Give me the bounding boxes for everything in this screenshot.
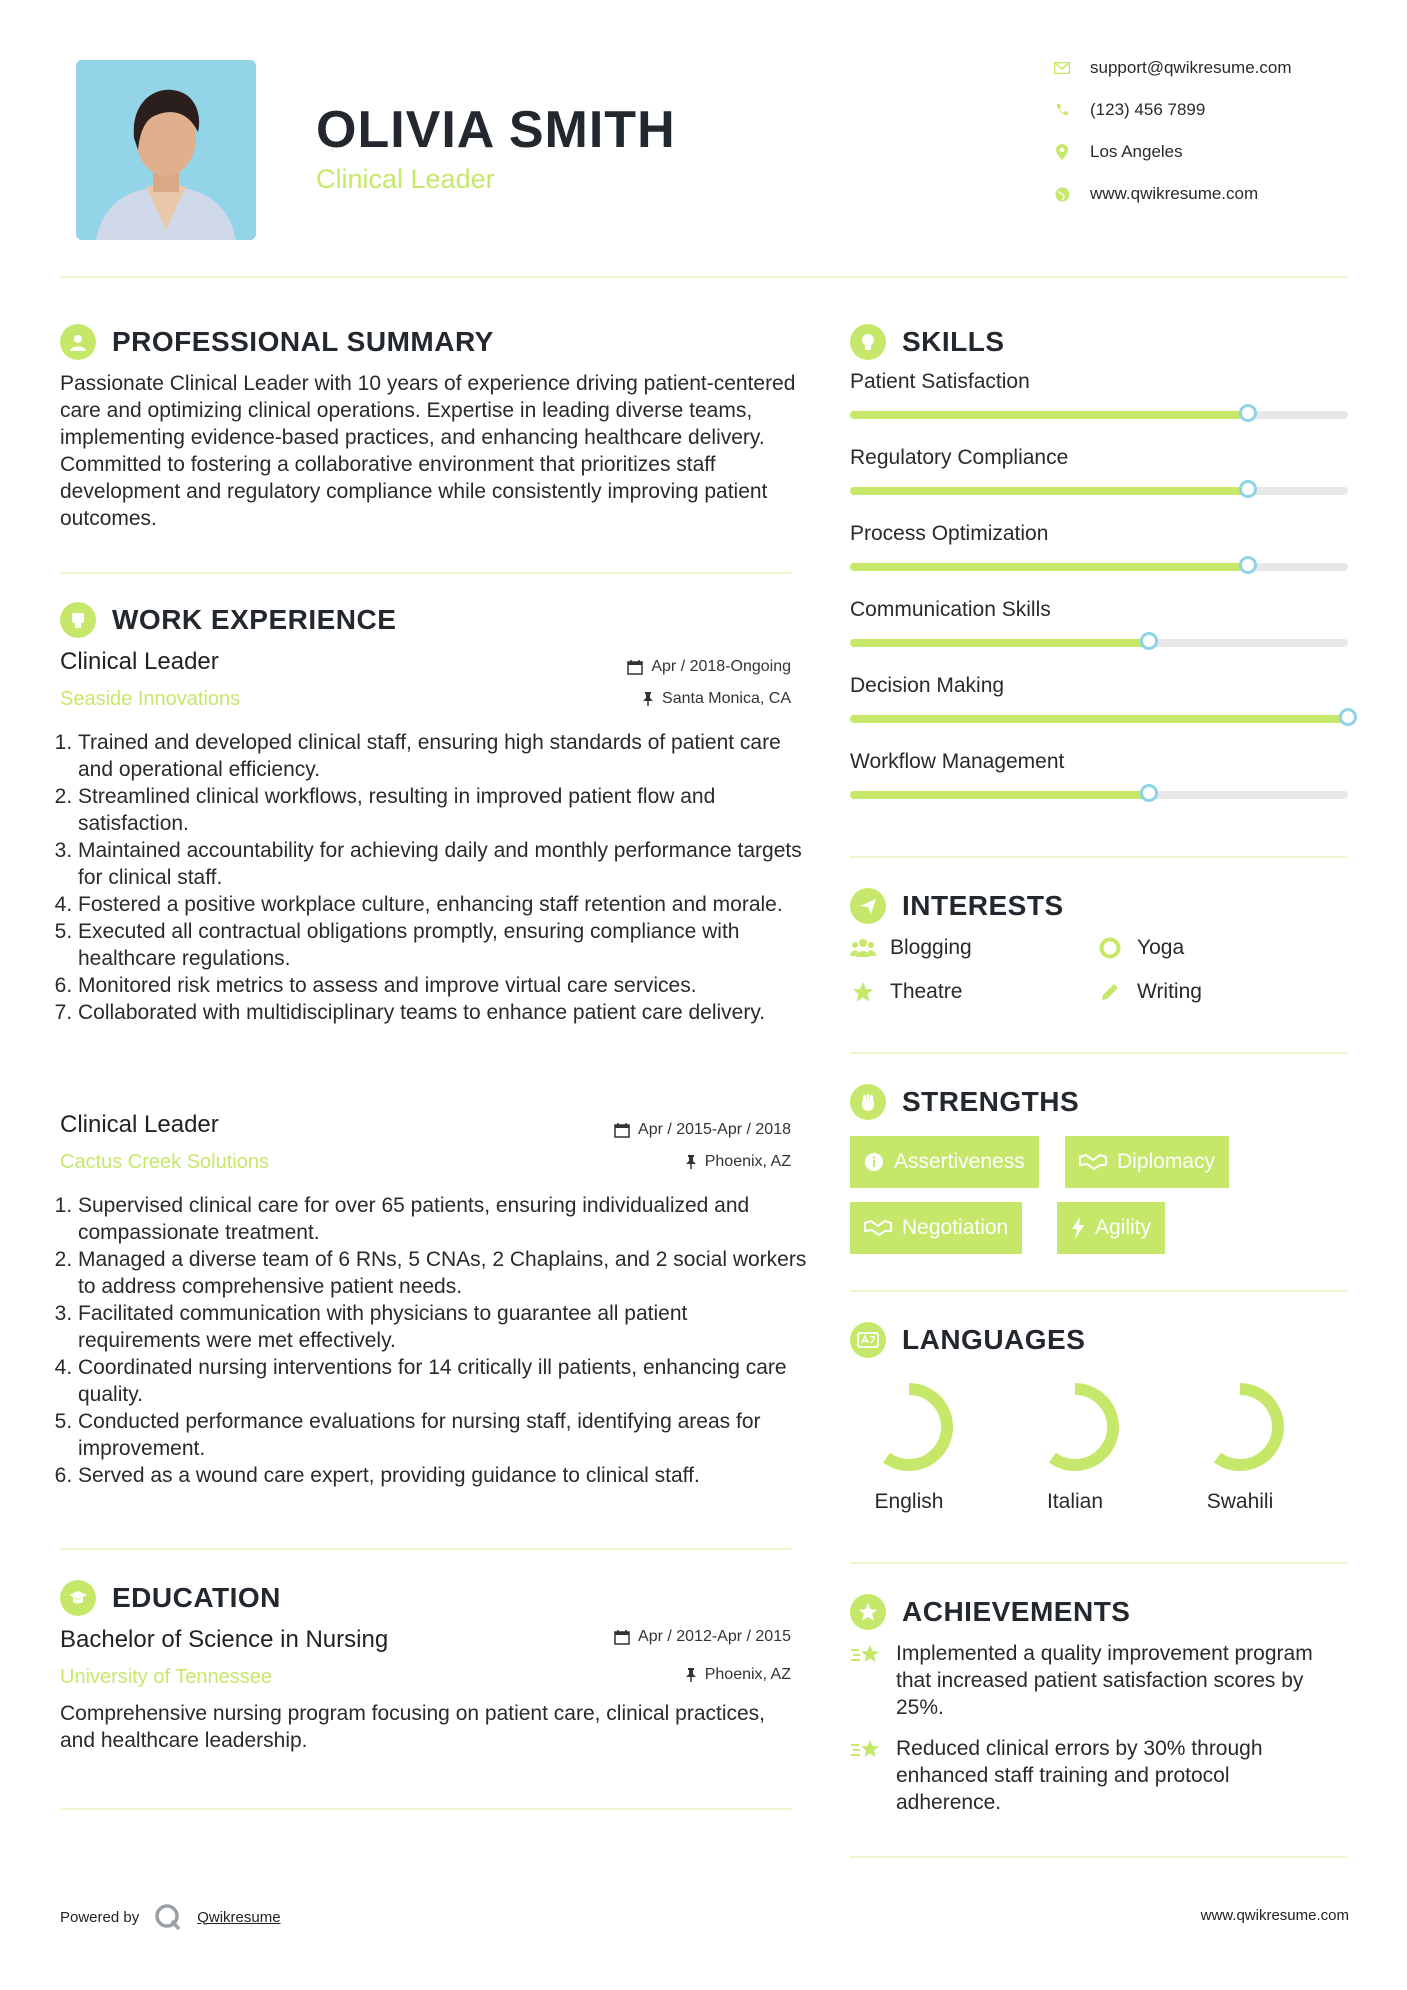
shooting-star-icon <box>850 1640 882 1721</box>
job-location-text: Phoenix, AZ <box>704 1153 791 1170</box>
interest-label: Theatre <box>890 980 963 1003</box>
life-ring-icon <box>1097 936 1123 960</box>
language-gauge-arc <box>1037 1389 1113 1465</box>
candidate-role: Clinical Leader <box>316 164 495 194</box>
skill-item <box>850 446 1348 495</box>
interests-section-header <box>850 888 1064 924</box>
job-date <box>627 658 791 676</box>
list-item: 4. Fostered a positive workplace culture, enhancing staff retention and morale. <box>78 891 813 918</box>
handshake-icon <box>1079 1153 1107 1171</box>
calendar-icon <box>614 1629 630 1645</box>
skill-name: Decision Making <box>850 674 1005 697</box>
list-item: 6. Monitored risk metrics to assess and improve virtual care services. <box>78 972 813 999</box>
skill-bar-fill <box>850 639 1149 647</box>
skill-item <box>850 750 1348 799</box>
summary-divider <box>60 572 792 574</box>
skill-bar-track <box>850 411 1348 419</box>
interest-item <box>850 936 972 960</box>
job-company: Seaside Innovations <box>60 688 241 710</box>
job-location <box>642 690 791 708</box>
education-location-text: Phoenix, AZ <box>704 1666 791 1683</box>
summary-section-header <box>60 324 494 360</box>
skill-item <box>850 598 1348 647</box>
skill-bar-knob <box>1140 784 1158 802</box>
language-gauge <box>854 1372 964 1482</box>
strength-chip <box>1057 1202 1165 1254</box>
skill-item <box>850 370 1348 419</box>
interest-item <box>850 980 962 1004</box>
list-item: 5. Conducted performance evaluations for nursing staff, identifying areas for improvement. <box>78 1408 813 1462</box>
language-gauge-arc <box>871 1389 947 1465</box>
language-label: Italian <box>1046 1490 1104 1513</box>
user-icon <box>60 324 96 360</box>
skill-bar-track <box>850 563 1348 571</box>
achievements-section-header <box>850 1594 1130 1630</box>
skill-bar-fill <box>850 487 1248 495</box>
qwikresume-link[interactable]: Qwikresume <box>197 1908 281 1926</box>
interests-divider <box>850 1052 1348 1054</box>
skill-name: Process Optimization <box>850 522 1049 545</box>
pencil-icon <box>1097 980 1123 1004</box>
languages-divider <box>850 1562 1348 1564</box>
skill-bar-fill <box>850 563 1248 571</box>
list-item: 6. Served as a wound care expert, providing guidance to clinical staff. <box>78 1462 813 1489</box>
languages-section-header <box>850 1322 1085 1358</box>
interest-label: Yoga <box>1137 936 1185 959</box>
school-name: University of Tennessee <box>60 1666 272 1688</box>
skills-section-header <box>850 324 1005 360</box>
pushpin-icon <box>685 1154 697 1170</box>
contact-website-text: www.qwikresume.com <box>1090 184 1259 203</box>
skill-bar-knob <box>1239 404 1257 422</box>
globe-icon <box>1052 184 1072 204</box>
list-item: 2. Streamlined clinical workflows, resulting in improved patient flow and satisfaction. <box>78 783 813 837</box>
degree-title: Bachelor of Science in Nursing <box>60 1626 389 1653</box>
language-label: English <box>874 1490 944 1513</box>
powered-by-text: Powered by <box>60 1908 140 1926</box>
strength-label: Negotiation <box>902 1216 1009 1239</box>
lightbulb-icon <box>850 324 886 360</box>
education-date-text: Apr / 2012-Apr / 2015 <box>638 1628 791 1645</box>
languages-list <box>834 1372 1348 1522</box>
contact-email-text: support@qwikresume.com <box>1090 58 1292 77</box>
strength-label: Diplomacy <box>1117 1150 1216 1173</box>
job-duties-list <box>60 1192 813 1489</box>
strengths-divider <box>850 1290 1348 1292</box>
language-icon <box>850 1322 886 1358</box>
skill-item <box>850 674 1348 723</box>
job-duties-list <box>60 729 813 1026</box>
list-item: 7. Collaborated with multidisciplinary teams to enhance patient care delivery. <box>78 999 813 1026</box>
strength-chip <box>850 1136 1039 1188</box>
graduation-icon <box>60 1580 96 1616</box>
envelope-icon <box>1052 58 1072 78</box>
achievements-divider <box>850 1856 1348 1858</box>
skill-bar-knob <box>1339 708 1357 726</box>
language-gauge <box>1020 1372 1130 1482</box>
skill-bar-track <box>850 715 1348 723</box>
bolt-icon <box>1071 1217 1085 1239</box>
education-title: EDUCATION <box>112 1582 281 1613</box>
calendar-icon <box>627 659 643 675</box>
skill-name: Regulatory Compliance <box>850 446 1069 469</box>
interest-label: Blogging <box>890 936 972 959</box>
contact-email[interactable] <box>1052 58 1292 78</box>
achievement-item <box>850 1735 1330 1816</box>
list-item: 2. Managed a diverse team of 6 RNs, 5 CNAs, 2 Chaplains, and 2 social workers to address comprehensive patient needs. <box>78 1246 813 1300</box>
education-date <box>614 1628 791 1646</box>
list-item: 3. Maintained accountability for achieving daily and monthly performance targets for clinical staff. <box>78 837 813 891</box>
skill-bar-fill <box>850 411 1248 419</box>
work-title: WORK EXPERIENCE <box>112 604 397 635</box>
interest-label: Writing <box>1137 980 1202 1003</box>
work-divider <box>60 1548 792 1550</box>
achievements-title: ACHIEVEMENTS <box>902 1596 1131 1627</box>
contact-phone-text: (123) 456 7899 <box>1090 100 1206 119</box>
achievement-text: Reduced clinical errors by 30% through enhanced staff training and protocol adherence. <box>896 1737 1263 1814</box>
skills-divider <box>850 856 1348 858</box>
footer-url[interactable]: www.qwikresume.com <box>1200 1907 1349 1924</box>
job-location <box>685 1153 791 1171</box>
skill-bar-knob <box>1140 632 1158 650</box>
calendar-icon <box>614 1122 630 1138</box>
info-circle-icon <box>864 1152 884 1172</box>
language-gauge-arc <box>1202 1389 1278 1465</box>
skill-name: Workflow Management <box>850 750 1065 773</box>
profile-photo <box>76 60 256 240</box>
pushpin-icon <box>685 1667 697 1683</box>
strength-chip <box>1065 1136 1229 1188</box>
list-item: 5. Executed all contractual obligations promptly, ensuring compliance with healthcare regulations. <box>78 918 813 972</box>
achievement-item <box>850 1640 1330 1721</box>
skill-bar-track <box>850 791 1348 799</box>
strengths-title: STRENGTHS <box>902 1086 1080 1117</box>
skill-bar-knob <box>1239 480 1257 498</box>
contact-location-text: Los Angeles <box>1090 142 1183 161</box>
footer-powered-by <box>60 1902 281 1932</box>
strength-label: Assertiveness <box>894 1150 1025 1173</box>
contact-website[interactable] <box>1052 184 1258 204</box>
paper-plane-icon <box>850 888 886 924</box>
job-title: Clinical Leader <box>60 648 219 675</box>
contact-location <box>1052 142 1183 162</box>
shooting-star-icon <box>850 1735 882 1816</box>
location-pin-icon <box>1052 142 1072 162</box>
languages-title: LANGUAGES <box>902 1324 1086 1355</box>
qwikresume-logo-icon <box>153 1902 183 1932</box>
job-title: Clinical Leader <box>60 1111 219 1138</box>
strength-label: Agility <box>1095 1216 1152 1239</box>
education-location <box>685 1666 791 1684</box>
avatar-portrait-icon <box>76 60 256 240</box>
users-icon <box>850 936 876 960</box>
summary-title: PROFESSIONAL SUMMARY <box>112 326 494 357</box>
skill-bar-fill <box>850 791 1149 799</box>
list-item: 4. Coordinated nursing interventions for 14 critically ill patients, enhancing care quality. <box>78 1354 813 1408</box>
job-date-text: Apr / 2015-Apr / 2018 <box>638 1121 791 1138</box>
strength-chip <box>850 1202 1022 1254</box>
phone-icon <box>1052 100 1072 120</box>
job-location-text: Santa Monica, CA <box>662 690 791 707</box>
skill-bar-fill <box>850 715 1348 723</box>
candidate-name: OLIVIA SMITH <box>316 101 676 159</box>
star-icon <box>850 980 876 1004</box>
education-divider <box>60 1808 792 1810</box>
job-date-text: Apr / 2018-Ongoing <box>651 658 791 675</box>
handshake-icon <box>864 1219 892 1237</box>
achievement-text: Implemented a quality improvement program that increased patient satisfaction scores by 25%. <box>896 1642 1313 1719</box>
job-date <box>614 1121 791 1139</box>
skill-bar-track <box>850 487 1348 495</box>
skill-name: Communication Skills <box>850 598 1051 621</box>
summary-text: Passionate Clinical Leader with 10 years of experience driving patient-centered care and optimizing clinical operations. Expertise in leading diverse teams, implementing evidence-based practices, and enhancing healthcare delivery. Committed to fostering a collaborative environment that prioritizes staff development and regulatory compliance while consistently improving patient outcomes. <box>60 372 796 530</box>
language-label: Swahili <box>1206 1490 1274 1513</box>
skill-name: Patient Satisfaction <box>850 370 1030 393</box>
work-section-header <box>60 602 396 638</box>
skills-title: SKILLS <box>902 326 1005 357</box>
interest-item <box>1097 980 1202 1004</box>
list-item: 3. Facilitated communication with physicians to guarantee all patient requirements were met effectively. <box>78 1300 813 1354</box>
skill-item <box>850 522 1348 571</box>
education-section-header <box>60 1580 281 1616</box>
briefcase-icon <box>60 602 96 638</box>
star-badge-icon <box>850 1594 886 1630</box>
language-gauge <box>1185 1372 1295 1482</box>
skill-bar-track <box>850 639 1348 647</box>
pushpin-icon <box>642 691 654 707</box>
contact-phone[interactable] <box>1052 100 1205 120</box>
list-item: 1. Trained and developed clinical staff, ensuring high standards of patient care and operational efficiency. <box>78 729 813 783</box>
list-item: 1. Supervised clinical care for over 65 patients, ensuring individualized and compassionate treatment. <box>78 1192 813 1246</box>
job-company: Cactus Creek Solutions <box>60 1151 269 1173</box>
skill-bar-knob <box>1239 556 1257 574</box>
strengths-section-header <box>850 1084 1079 1120</box>
header-divider <box>60 276 1348 278</box>
education-description: Comprehensive nursing program focusing on patient care, clinical practices, and healthcare leadership. <box>60 1702 766 1752</box>
hand-icon <box>850 1084 886 1120</box>
interests-title: INTERESTS <box>902 890 1064 921</box>
interest-item <box>1097 936 1184 960</box>
